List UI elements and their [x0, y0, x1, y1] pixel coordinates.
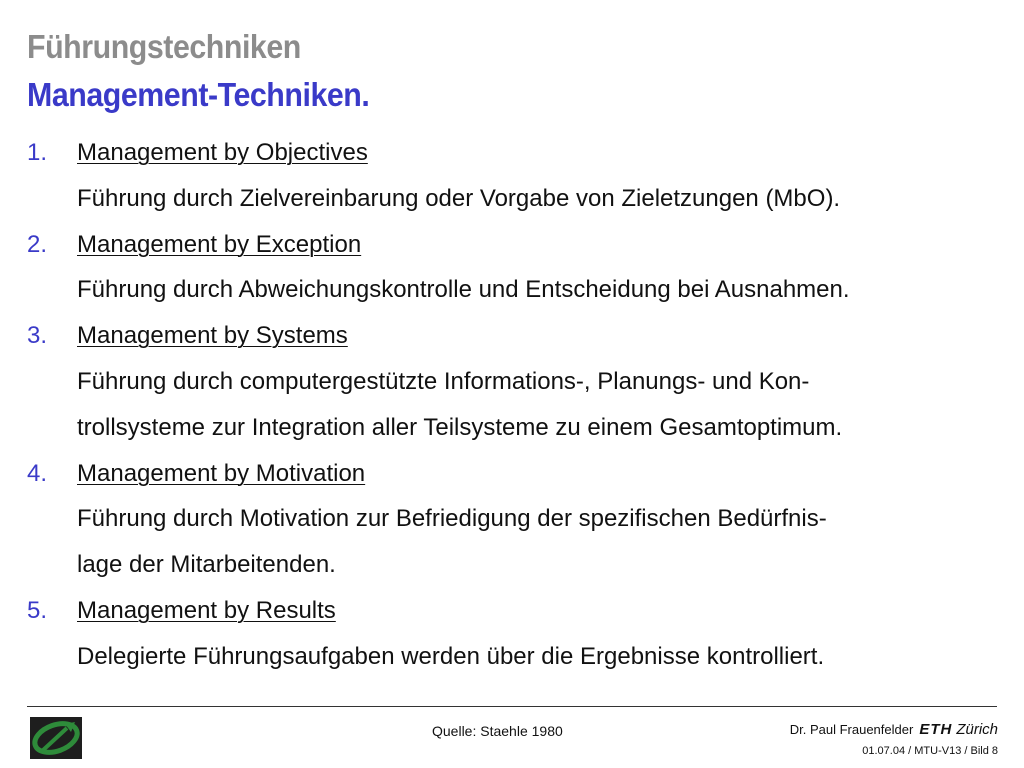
slide-title: Führungstechniken	[27, 28, 301, 65]
list-item-description	[27, 267, 1007, 313]
eth-wordmark: ETH	[919, 721, 953, 738]
list-item-description	[27, 176, 1007, 222]
item-number: 2.	[27, 230, 48, 258]
item-heading: Management by Exception	[77, 230, 362, 258]
item-description-line: Führung durch Zielvereinbarung oder Vorgabe von Zieletzungen (MbO).	[77, 184, 841, 212]
item-number: 4.	[27, 459, 48, 487]
author-line	[790, 721, 998, 738]
list-item-description	[27, 359, 1007, 405]
source-citation: Quelle: Staehle 1980	[432, 723, 563, 739]
eth-city: Zürich	[956, 721, 998, 738]
item-description-line: lage der Mitarbeitenden.	[77, 551, 336, 579]
item-description-line: Führung durch Motivation zur Befriedigung der spezifischen Bedürfnis-	[77, 505, 827, 533]
item-number: 5.	[27, 596, 48, 624]
footer-divider	[27, 706, 997, 707]
item-description-line: Führung durch Abweichungskontrolle und Entscheidung bei Ausnahmen.	[77, 276, 850, 304]
author-name: Dr. Paul Frauenfelder	[789, 722, 914, 737]
slide-meta: 01.07.04 / MTU-V13 / Bild 8	[862, 745, 998, 757]
institute-logo-icon	[27, 714, 85, 762]
item-heading: Management by Systems	[77, 322, 348, 350]
item-number: 3.	[27, 322, 48, 350]
list-item-description	[27, 496, 1007, 542]
item-heading: Management by Objectives	[77, 139, 368, 166]
list-item-heading	[27, 451, 1007, 497]
list-item-description	[27, 634, 1007, 680]
item-heading: Management by Results	[77, 596, 336, 624]
item-heading: Management by Motivation	[77, 459, 366, 487]
item-description-line: Delegierte Führungsaufgaben werden über die Ergebnisse kontrolliert.	[77, 642, 825, 670]
technique-list	[27, 130, 1007, 680]
slide-subtitle: Management-Techniken.	[27, 76, 370, 113]
list-item-heading	[27, 588, 1007, 634]
list-item-description	[27, 405, 1007, 451]
list-item-heading	[27, 130, 1007, 176]
item-description-line: trollsysteme zur Integration aller Teilsysteme zu einem Gesamtoptimum.	[77, 413, 843, 441]
list-item-description	[27, 542, 1007, 588]
item-description-line: Führung durch computergestützte Informations-, Planungs- und Kon-	[77, 367, 810, 395]
list-item-heading	[27, 222, 1007, 268]
item-number: 1.	[27, 139, 48, 166]
list-item-heading	[27, 313, 1007, 359]
